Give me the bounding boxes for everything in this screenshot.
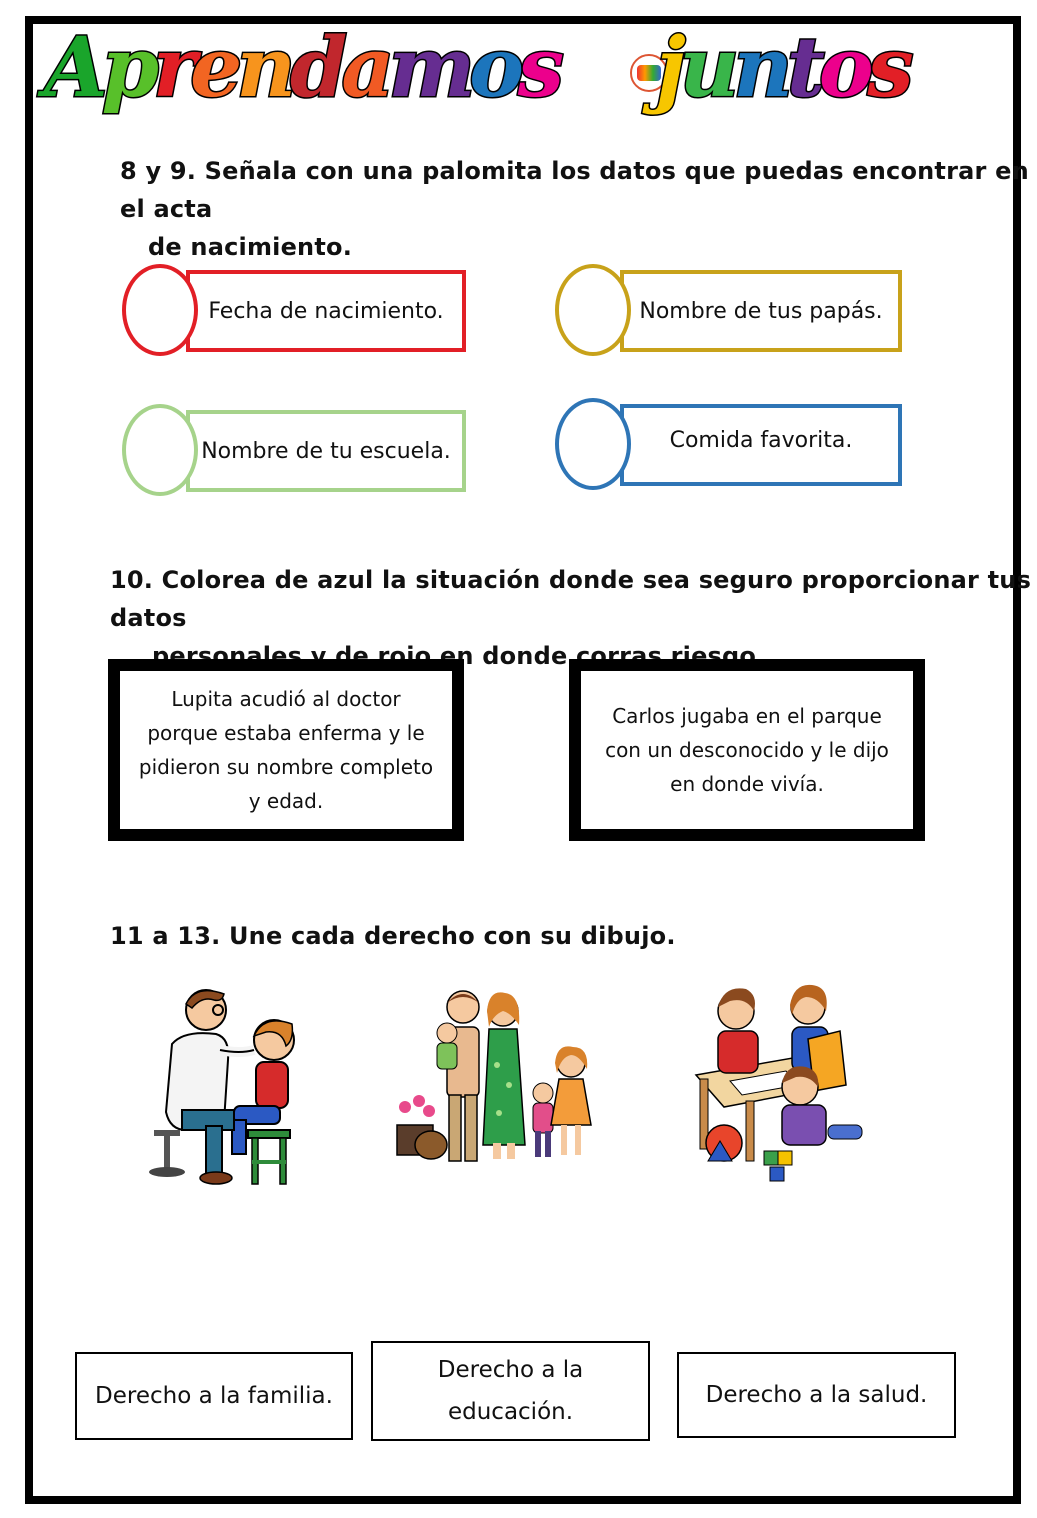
option-comida-favorita: [620, 404, 902, 486]
instruction-8-9-line1: 8 y 9. Señala con una palomita los datos que puedas encontrar en el acta: [120, 157, 1029, 223]
title-word-aprendamos: [44, 18, 558, 118]
title-letter: n: [733, 20, 787, 116]
title-letter: o: [469, 20, 518, 116]
family-group-icon[interactable]: [393, 985, 608, 1175]
instruction-10: [110, 561, 1037, 675]
doctor-examining-child-icon[interactable]: [136, 980, 316, 1190]
option-label: Nombre de tu escuela.: [201, 438, 451, 464]
title-letter: s: [517, 20, 559, 116]
title-letter: j: [656, 20, 680, 116]
option-fecha-nacimiento: [186, 270, 466, 352]
checkmark-circle-nombre-escuela[interactable]: [122, 404, 198, 496]
title-letter: t: [786, 20, 819, 116]
option-label: Fecha de nacimiento.: [208, 298, 444, 324]
option-nombre-escuela: [186, 410, 466, 492]
title-letter: u: [679, 20, 734, 116]
title-word-juntos: [656, 18, 908, 118]
situation-text: Lupita acudió al doctor porque estaba enferma y le pidieron su nombre completo y edad.: [138, 687, 434, 813]
title-letter: d: [289, 20, 342, 116]
instruction-8-9: [120, 152, 1037, 266]
instruction-11-13-text: 11 a 13. Une cada derecho con su dibujo.: [110, 922, 676, 950]
instruction-10-line1: 10. Colorea de azul la situación donde sea seguro proporcionar tus datos: [110, 566, 1032, 632]
right-box-educacion[interactable]: [371, 1341, 650, 1441]
page-title: [0, 18, 1037, 128]
checkmark-circle-fecha-nacimiento[interactable]: [122, 264, 198, 356]
title-letter: a: [341, 20, 389, 116]
title-letter: e: [190, 20, 237, 116]
option-label: Comida favorita.: [669, 428, 853, 453]
option-nombre-papas: [620, 270, 902, 352]
title-letter: n: [236, 20, 290, 116]
situation-box-lupita[interactable]: [108, 659, 464, 841]
option-label: Nombre de tus papás.: [639, 298, 883, 324]
instruction-8-9-line2: de nacimiento.: [148, 233, 353, 261]
right-box-familia[interactable]: [75, 1352, 353, 1440]
checkmark-circle-comida-favorita[interactable]: [555, 398, 631, 490]
checkmark-circle-nombre-papas[interactable]: [555, 264, 631, 356]
title-letter: s: [867, 20, 908, 116]
right-label: Derecho a la educación.: [437, 1357, 584, 1425]
title-letter: m: [388, 20, 470, 116]
instruction-11-13: [110, 917, 676, 955]
title-letter: p: [101, 20, 153, 116]
right-label: Derecho a la familia.: [95, 1383, 333, 1409]
right-box-salud[interactable]: [677, 1352, 956, 1438]
title-letter: A: [44, 20, 102, 116]
situation-text: Carlos jugaba en el parque con un desconocido y le dijo en donde vivía.: [605, 704, 889, 796]
children-studying-icon[interactable]: [690, 975, 885, 1190]
title-letter: o: [818, 20, 868, 116]
right-label: Derecho a la salud.: [705, 1382, 928, 1408]
situation-box-carlos[interactable]: [569, 659, 925, 841]
instruction-10-line2: personales y de rojo en donde corras riesgo.: [152, 642, 766, 670]
title-letter: r: [152, 20, 191, 116]
